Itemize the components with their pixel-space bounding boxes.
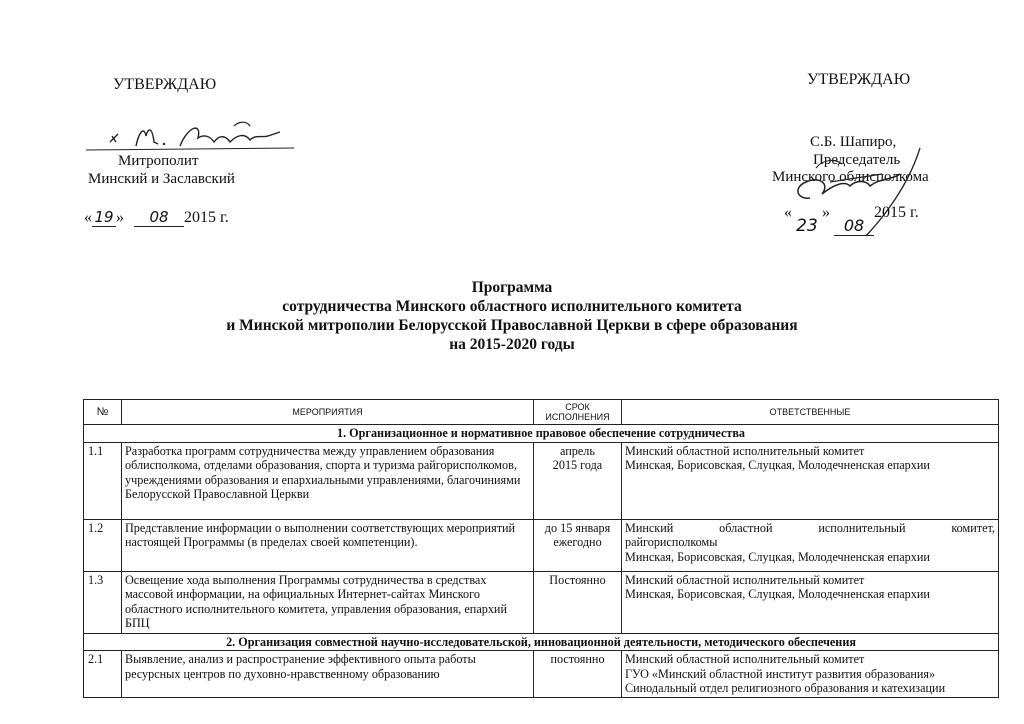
- resp-word: исполнительный: [818, 520, 906, 535]
- right-date-day: 23: [796, 216, 818, 236]
- left-date-day: 19: [92, 208, 116, 227]
- table-header-row: [84, 400, 999, 425]
- program-table: [83, 399, 999, 698]
- row-term-line1: Постоянно: [549, 572, 606, 587]
- row-term-line1: постоянно: [550, 652, 605, 666]
- row-term: [534, 651, 622, 698]
- right-approval-name: С.Б. Шапиро,: [810, 134, 897, 150]
- section-row: [84, 633, 999, 651]
- date-close-quote: »: [116, 209, 124, 226]
- right-date-month: 08: [834, 216, 874, 236]
- row-resp-line3: Синодальный отдел религиозного образования и катехизации: [625, 681, 946, 695]
- row-term-line2: 2015 года: [552, 458, 603, 472]
- header-term: [534, 400, 622, 425]
- left-position-line1: Митрополит: [118, 153, 199, 169]
- left-position-line2: Минский и Заславский: [88, 171, 235, 187]
- row-resp-line2: Минская, Борисовская, Слуцкая, Молодечненская епархии: [625, 458, 930, 472]
- row-resp-line1: [625, 521, 995, 536]
- section-2-title: 2. Организация совместной научно-исследовательской, инновационной деятельности, методического обеспечения: [84, 633, 999, 651]
- resp-word: Минский: [625, 520, 674, 535]
- header-num: №: [84, 400, 122, 425]
- row-responsible: [622, 651, 999, 698]
- right-position-line2: Минского облисполкома: [772, 169, 929, 185]
- title-line3: и Минской митрополии Белорусской Православной Церкви в сфере образования: [226, 317, 798, 334]
- date-open-quote: «: [84, 209, 92, 226]
- resp-word: комитет,: [951, 520, 995, 535]
- row-activity: Освещение хода выполнения Программы сотрудничества в средствах массовой информации, на официальных Интернет-сайтах Минского областного исполнительного комитета, управления образования, епархий БПЦ: [122, 571, 534, 633]
- right-approval-date: [784, 202, 919, 236]
- row-resp-line1: Минский областной исполнительный комитет: [625, 572, 865, 587]
- left-approval-heading: УТВЕРЖДАЮ: [113, 76, 217, 93]
- header-responsible: ОТВЕТСТВЕННЫЕ: [622, 400, 999, 425]
- row-num: 1.1: [84, 442, 122, 519]
- section-1-title: 1. Организационное и нормативное правовое обеспечение сотрудничества: [84, 425, 999, 443]
- row-term: [534, 442, 622, 519]
- title-line4: на 2015-2020 годы: [449, 336, 575, 353]
- row-term: [534, 571, 622, 633]
- right-approval-heading: УТВЕРЖДАЮ: [807, 71, 911, 88]
- row-num: 1.3: [84, 571, 122, 633]
- row-term-line1: до 15 января: [544, 520, 611, 535]
- title-line1: Программа: [471, 279, 553, 296]
- row-responsible: [622, 571, 999, 633]
- right-position-line1: Председатель: [813, 152, 901, 168]
- table-row: [84, 519, 999, 571]
- row-num: 2.1: [84, 651, 122, 698]
- row-activity: Разработка программ сотрудничества между управлением образования облисполкома, отделами образования, спорта и туризма райгорисполкомов, учреждениями образования и епархиальными управлениями, благочиниями Белорусской Православной Церкви: [122, 442, 534, 519]
- document-title: [0, 278, 1024, 354]
- left-date-year: 2015 г.: [184, 209, 229, 226]
- right-date-year: 2015 г.: [874, 204, 919, 221]
- row-resp-line1: Минский областной исполнительный комитет: [625, 652, 865, 666]
- section-row: [84, 425, 999, 443]
- header-activity: МЕРОПРИЯТИЯ: [122, 400, 534, 425]
- header-term-line1: СРОК: [565, 402, 590, 412]
- row-activity: Выявление, анализ и распространение эффективного опыта работы ресурсных центров по духовно-нравственному образованию: [122, 651, 534, 698]
- row-resp-line1: Минский областной исполнительный комитет: [625, 443, 865, 458]
- row-term-line1: апрель: [560, 443, 595, 458]
- table-row: [84, 442, 999, 519]
- row-num: 1.2: [84, 519, 122, 571]
- header-term-line2: ИСПОЛНЕНИЯ: [545, 412, 610, 422]
- row-resp-line2: ГУО «Минский областной институт развития образования»: [625, 666, 936, 681]
- row-term-line2: ежегодно: [553, 535, 602, 549]
- row-activity: Представление информации о выполнении соответствующих мероприятий настоящей Программы (в пределах своей компетенции).: [122, 519, 534, 571]
- date-open-quote: «: [784, 204, 792, 221]
- title-line2: сотрудничества Минского областного исполнительного комитета: [282, 298, 742, 315]
- left-date-month: 08: [134, 208, 184, 227]
- row-responsible: [622, 519, 999, 571]
- left-approval-date: [84, 208, 229, 227]
- table-row: [84, 571, 999, 633]
- row-resp-line2: Минская, Борисовская, Слуцкая, Молодечненская епархии: [625, 587, 930, 601]
- row-resp-line1b: райгорисполкомы: [625, 535, 718, 549]
- row-responsible: [622, 442, 999, 519]
- row-term: [534, 519, 622, 571]
- row-resp-line2: Минская, Борисовская, Слуцкая, Молодечненская епархии: [625, 549, 930, 564]
- table-row: [84, 651, 999, 698]
- resp-word: областной: [719, 520, 773, 535]
- date-close-quote: »: [822, 204, 830, 221]
